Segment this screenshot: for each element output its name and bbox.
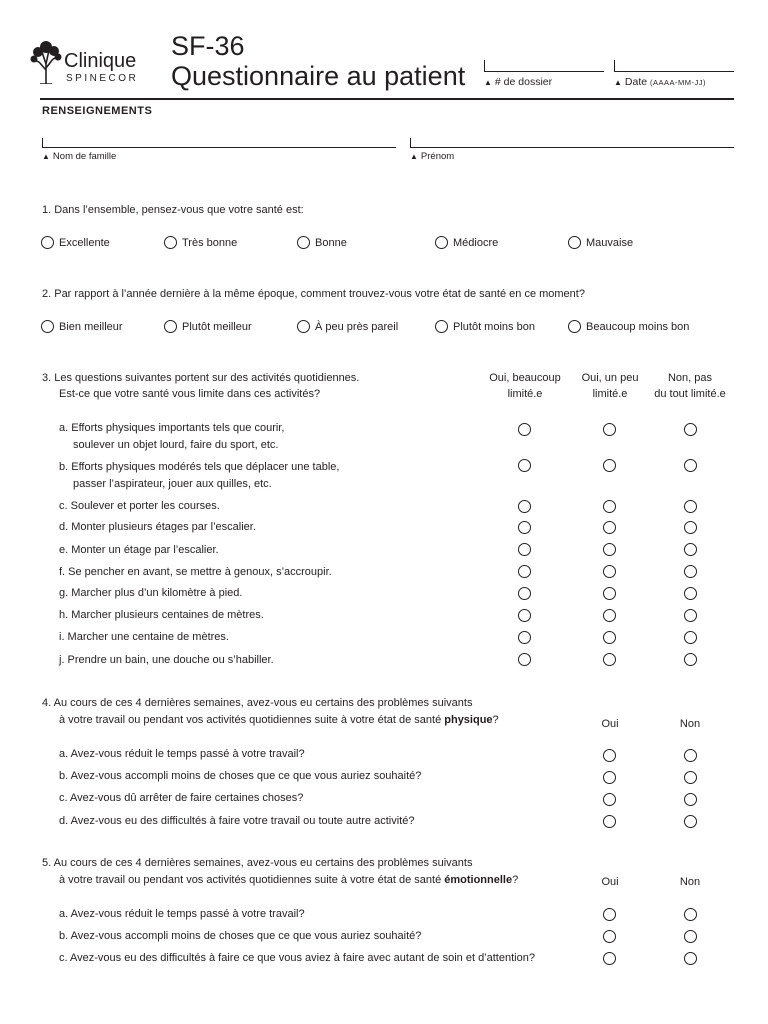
radio-button[interactable] bbox=[41, 320, 54, 333]
q3d-radio-beaucoup[interactable] bbox=[518, 521, 531, 534]
q3-item-c: c. Soulever et porter les courses. bbox=[59, 500, 220, 512]
q4d-radio-non[interactable] bbox=[684, 815, 697, 828]
q5b-radio-non[interactable] bbox=[684, 930, 697, 943]
q3h-radio-beaucoup[interactable] bbox=[518, 609, 531, 622]
form-code: SF-36 bbox=[171, 31, 245, 61]
up-arrow-icon: ▲ bbox=[614, 78, 622, 87]
question-3-text: 3. Les questions suivantes portent sur des activités quotidiennes. bbox=[42, 372, 360, 384]
last-name-field[interactable] bbox=[42, 138, 396, 148]
q3b-radio-pas-du-tout[interactable] bbox=[684, 459, 697, 472]
q5c-radio-non[interactable] bbox=[684, 952, 697, 965]
q3a-radio-un-peu[interactable] bbox=[603, 423, 616, 436]
radio-button[interactable] bbox=[568, 320, 581, 333]
emphasis-physique: physique bbox=[444, 714, 493, 726]
q3-item-g: g. Marcher plus d’un kilomètre à pied. bbox=[59, 587, 243, 599]
q3b-radio-beaucoup[interactable] bbox=[518, 459, 531, 472]
q3f-radio-un-peu[interactable] bbox=[603, 565, 616, 578]
radio-button[interactable] bbox=[568, 236, 581, 249]
q3e-radio-un-peu[interactable] bbox=[603, 543, 616, 556]
q3h-radio-pas-du-tout[interactable] bbox=[684, 609, 697, 622]
q3g-radio-un-peu[interactable] bbox=[603, 587, 616, 600]
q3i-radio-un-peu[interactable] bbox=[603, 631, 616, 644]
q4-item-a: a. Avez-vous réduit le temps passé à votre travail? bbox=[59, 748, 305, 760]
up-arrow-icon: ▲ bbox=[42, 152, 50, 161]
q5-col-header-non: Non bbox=[679, 876, 701, 888]
q3a-radio-beaucoup[interactable] bbox=[518, 423, 531, 436]
radio-button[interactable] bbox=[164, 236, 177, 249]
q5-item-c: c. Avez-vous eu des difficultés à faire ce que vous aviez à faire avec autant de soin et d’attention? bbox=[59, 952, 535, 964]
form-title: Questionnaire au patient bbox=[171, 61, 466, 91]
q4a-radio-oui[interactable] bbox=[603, 749, 616, 762]
first-name-label: ▲ Prénom bbox=[410, 151, 455, 162]
radio-button[interactable] bbox=[297, 320, 310, 333]
q4d-radio-oui[interactable] bbox=[603, 815, 616, 828]
q4b-radio-oui[interactable] bbox=[603, 771, 616, 784]
clinic-logo bbox=[30, 40, 160, 86]
q5a-radio-oui[interactable] bbox=[603, 908, 616, 921]
dossier-field[interactable] bbox=[484, 60, 604, 72]
header-divider bbox=[40, 98, 734, 100]
radio-button[interactable] bbox=[435, 320, 448, 333]
q3j-radio-pas-du-tout[interactable] bbox=[684, 653, 697, 666]
q3-col-header-pas-du-tout: Non, pas du tout limité.e bbox=[654, 372, 726, 400]
date-field[interactable] bbox=[614, 60, 734, 72]
up-arrow-icon: ▲ bbox=[484, 78, 492, 87]
radio-button[interactable] bbox=[297, 236, 310, 249]
q3-item-b: b. Efforts physiques modérés tels que déplacer une table, passer l’aspirateur, jouer aux quilles, etc. bbox=[59, 461, 340, 490]
q3-item-e: e. Monter un étage par l’escalier. bbox=[59, 544, 219, 556]
q3d-radio-un-peu[interactable] bbox=[603, 521, 616, 534]
dossier-label: ▲ # de dossier bbox=[484, 76, 553, 88]
q4-item-b: b. Avez-vous accompli moins de choses que ce que vous auriez souhaité? bbox=[59, 770, 422, 782]
q3g-radio-pas-du-tout[interactable] bbox=[684, 587, 697, 600]
radio-button[interactable] bbox=[164, 320, 177, 333]
first-name-field[interactable] bbox=[410, 138, 734, 148]
q3-item-j: j. Prendre un bain, une douche ou s’habiller. bbox=[59, 654, 274, 666]
q5c-radio-oui[interactable] bbox=[603, 952, 616, 965]
q3-item-h: h. Marcher plusieurs centaines de mètres. bbox=[59, 609, 264, 621]
q3-col-header-beaucoup: Oui, beaucoup limité.e bbox=[489, 372, 561, 400]
q4a-radio-non[interactable] bbox=[684, 749, 697, 762]
q4-item-c: c. Avez-vous dû arrêter de faire certaines choses? bbox=[59, 792, 304, 804]
date-label: ▲ Date (AAAA-MM-JJ) bbox=[614, 76, 707, 88]
q3h-radio-un-peu[interactable] bbox=[603, 609, 616, 622]
q5a-radio-non[interactable] bbox=[684, 908, 697, 921]
question-5-subtext: à votre travail ou pendant vos activités quotidiennes suite à votre état de santé émotionnelle? bbox=[59, 874, 519, 886]
q3e-radio-beaucoup[interactable] bbox=[518, 543, 531, 556]
q3-col-header-un-peu: Oui, un peu limité.e bbox=[581, 372, 639, 400]
q3e-radio-pas-du-tout[interactable] bbox=[684, 543, 697, 556]
section-title: RENSEIGNEMENTS bbox=[42, 105, 153, 117]
q3g-radio-beaucoup[interactable] bbox=[518, 587, 531, 600]
last-name-label: ▲ Nom de famille bbox=[42, 151, 117, 162]
q3f-radio-pas-du-tout[interactable] bbox=[684, 565, 697, 578]
tree-logo-icon bbox=[30, 40, 62, 84]
q3j-radio-un-peu[interactable] bbox=[603, 653, 616, 666]
q3-item-f: f. Se pencher en avant, se mettre à genoux, s’accroupir. bbox=[59, 566, 332, 578]
radio-button[interactable] bbox=[41, 236, 54, 249]
q5-col-header-oui: Oui bbox=[601, 876, 619, 888]
q4-col-header-oui: Oui bbox=[601, 718, 619, 730]
question-4-text: 4. Au cours de ces 4 dernières semaines, avez-vous eu certains des problèmes suivants bbox=[42, 697, 473, 709]
question-5-text: 5. Au cours de ces 4 dernières semaines, avez-vous eu certains des problèmes suivants bbox=[42, 857, 473, 869]
radio-button[interactable] bbox=[435, 236, 448, 249]
q4-col-header-non: Non bbox=[679, 718, 701, 730]
q3j-radio-beaucoup[interactable] bbox=[518, 653, 531, 666]
question-2-text: 2. Par rapport à l’année dernière à la même époque, comment trouvez-vous votre état de santé en ce moment? bbox=[42, 288, 585, 300]
q4c-radio-non[interactable] bbox=[684, 793, 697, 806]
q3-item-a: a. Efforts physiques importants tels que courir, soulever un objet lourd, faire du sport, etc. bbox=[59, 422, 285, 451]
q3i-radio-pas-du-tout[interactable] bbox=[684, 631, 697, 644]
q4c-radio-oui[interactable] bbox=[603, 793, 616, 806]
q3a-radio-pas-du-tout[interactable] bbox=[684, 423, 697, 436]
up-arrow-icon: ▲ bbox=[410, 152, 418, 161]
q3c-radio-beaucoup[interactable] bbox=[518, 500, 531, 513]
q5b-radio-oui[interactable] bbox=[603, 930, 616, 943]
q4-item-d: d. Avez-vous eu des difficultés à faire votre travail ou toute autre activité? bbox=[59, 815, 415, 827]
q3d-radio-pas-du-tout[interactable] bbox=[684, 521, 697, 534]
q3c-radio-un-peu[interactable] bbox=[603, 500, 616, 513]
q3-item-i: i. Marcher une centaine de mètres. bbox=[59, 631, 229, 643]
q5-item-b: b. Avez-vous accompli moins de choses que ce que vous auriez souhaité? bbox=[59, 930, 422, 942]
q3c-radio-pas-du-tout[interactable] bbox=[684, 500, 697, 513]
q3f-radio-beaucoup[interactable] bbox=[518, 565, 531, 578]
emphasis-emotionnelle: émotionnelle bbox=[444, 874, 513, 886]
brand-subname: SPINECOR bbox=[66, 73, 139, 84]
q3-item-d: d. Monter plusieurs étages par l’escalier. bbox=[59, 521, 256, 533]
brand-name: Clinique bbox=[64, 50, 137, 72]
q5-item-a: a. Avez-vous réduit le temps passé à votre travail? bbox=[59, 908, 305, 920]
q3b-radio-un-peu[interactable] bbox=[603, 459, 616, 472]
question-4-subtext: à votre travail ou pendant vos activités quotidiennes suite à votre état de santé physique? bbox=[59, 714, 499, 726]
question-3-subtext: Est-ce que votre santé vous limite dans ces activités? bbox=[59, 388, 321, 400]
q4b-radio-non[interactable] bbox=[684, 771, 697, 784]
question-1-text: 1. Dans l’ensemble, pensez-vous que votre santé est: bbox=[42, 204, 304, 216]
q3i-radio-beaucoup[interactable] bbox=[518, 631, 531, 644]
